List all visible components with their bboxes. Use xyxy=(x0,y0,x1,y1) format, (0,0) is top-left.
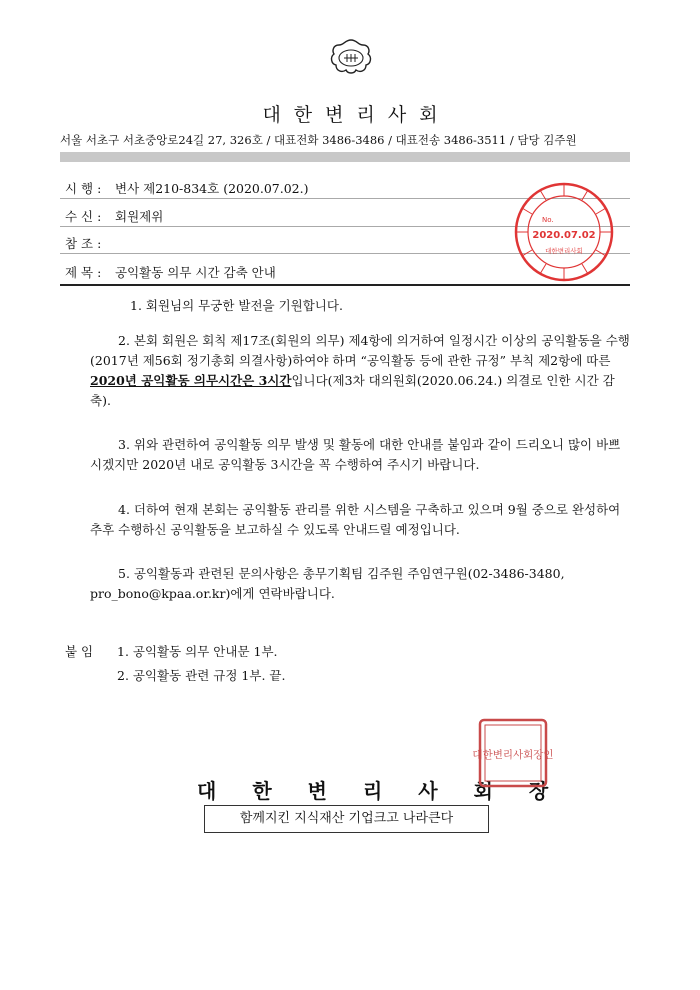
official-seal xyxy=(472,718,554,788)
header-divider xyxy=(60,152,630,162)
cc-label: 참 조 : xyxy=(65,236,102,251)
paragraph-1: 1. 회원님의 무궁한 발전을 기원합니다. xyxy=(130,298,343,313)
org-logo-icon xyxy=(330,38,372,76)
paragraph-5: 5. 공익활동과 관련된 문의사항은 총무기획팀 김주원 주임연구원(02-3486-3480, pro_bono@kpaa.or.kr)에게 연락바랍니다. xyxy=(90,566,565,601)
sender-name: 대한변리사회장 xyxy=(197,779,585,803)
paragraph-4: 4. 더하여 현재 본회는 공익활동 관리를 위한 시스템을 구축하고 있으며 9월 중으로 완성하여 추후 수행하신 공익활동을 보고하실 수 있도록 안내드릴 예정입니다. xyxy=(90,502,621,537)
attachments-label: 붙 임 xyxy=(65,644,94,659)
cc-row xyxy=(65,234,115,252)
paragraph-2-text-a: 2. 본회 회원은 회칙 제17조(회원의 의무) 제4항에 의거하여 일정시간 이상의 공익활동을 수행(2017년 제56회 정기총회 의결사항)하여야 하며 “공익활동 등에 관한 규정” 부칙 제2항에 따른 xyxy=(90,333,630,368)
attachment-item: 2. 공익활동 관련 규정 1부. 끝. xyxy=(117,668,286,683)
meta-divider-bottom xyxy=(60,284,630,286)
received-date-stamp xyxy=(512,180,616,284)
paragraph-2-text-b: 입니다(제3차 대의원회(2020.06.24.) 의결로 인한 시간 감축). xyxy=(90,373,615,408)
subject-row xyxy=(65,263,276,281)
stamp-date-text: 2020.07.02 xyxy=(532,230,596,241)
doc-number-label: 시 행 : xyxy=(65,181,102,196)
stamp-office: 대한변리사회 xyxy=(545,247,583,255)
paragraph-2 xyxy=(90,331,630,411)
stamp-no-label: No. xyxy=(542,216,554,224)
org-title: 대한변리사회 xyxy=(262,104,451,126)
paragraph-3: 3. 위와 관련하여 공익활동 의무 발생 및 활동에 대한 안내를 붙임과 같이 드리오니 많이 바쁘시겠지만 2020년 내로 공익활동 3시간을 꼭 수행하여 주시기 바랍니다. xyxy=(90,437,621,472)
subject: 공익활동 의무 시간 감축 안내 xyxy=(115,265,276,280)
recipient-row xyxy=(65,207,163,225)
recipient: 회원제위 xyxy=(115,209,164,224)
doc-number-row xyxy=(65,179,309,197)
paragraph-2-highlight: 2020년 공익활동 의무시간은 3시간 xyxy=(90,373,292,388)
doc-number: 변사 제210-834호 (2020.07.02.) xyxy=(115,181,309,196)
slogan-box: 함께지킨 지식재산 기업크고 나라큰다 xyxy=(204,805,489,833)
seal-text: 대한변리사회장인 xyxy=(472,749,554,761)
attachments xyxy=(65,642,278,660)
subject-label: 제 목 : xyxy=(65,265,102,280)
attachment-item: 1. 공익활동 의무 안내문 1부. xyxy=(117,644,278,659)
org-address: 서울 서초구 서초중앙로24길 27, 326호 / 대표전화 3486-3486 / 대표전송 3486-3511 / 담당 김주원 xyxy=(60,133,577,147)
recipient-label: 수 신 : xyxy=(65,209,102,224)
